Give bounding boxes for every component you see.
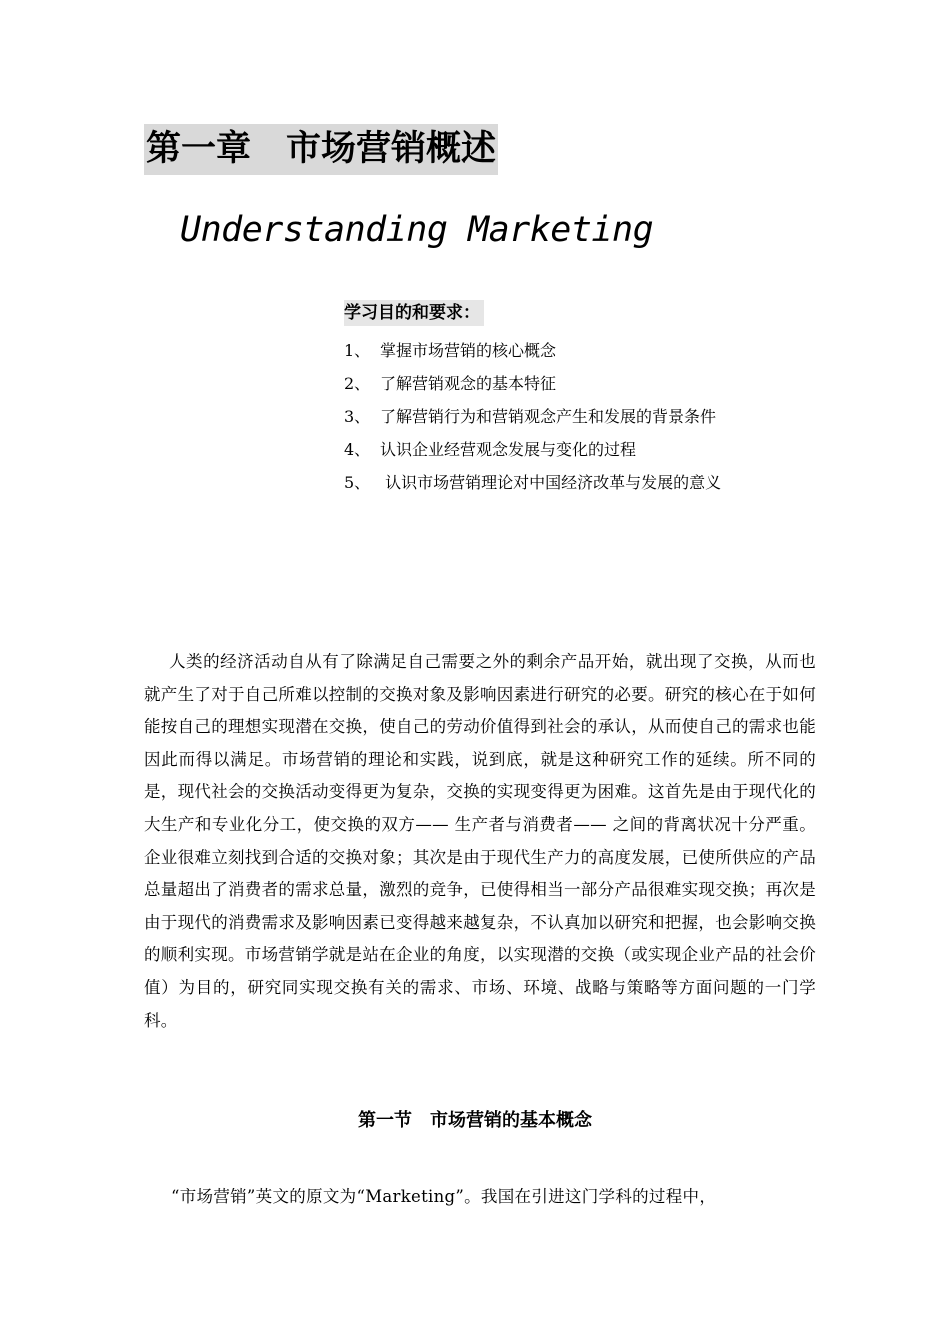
objective-number: 1、: [344, 341, 371, 360]
objectives-list: [344, 334, 721, 499]
objective-item: [344, 400, 721, 433]
chapter-title: 第一章 市场营销概述: [144, 124, 498, 175]
objective-text: 认识企业经营观念发展与变化的过程: [380, 440, 637, 459]
objective-item: [344, 334, 721, 367]
objective-item: [344, 367, 721, 400]
english-subtitle: Understanding Marketing: [180, 210, 654, 250]
objectives-heading: 学习目的和要求：: [344, 300, 484, 326]
objective-text: 认识市场营销理论对中国经济改革与发展的意义: [380, 473, 722, 492]
intro-paragraph: 人类的经济活动自从有了除满足自己需要之外的剩余产品开始，就出现了交换，从而也就产生了对于自己所难以控制的交换对象及影响因素进行研究的必要。研究的核心在于如何能按自己的理想实现潜在交换，使自己的劳动价值得到社会的承认，从而使自己的需求也能因此而得以满足。市场营销的理论和实践，说到底，就是这种研究工作的延续。所不同的是，现代社会的交换活动变得更为复杂，交换的实现变得更为困难。这首先是由于现代化的大生产和专业化分工，使交换的双方—— 生产者与消费者—— 之间的背离状况十分严重。企业很难立刻找到合适的交换对象；其次是由于现代生产力的高度发展，已使所供应的产品总量超出了消费者的需求总量，激烈的竞争，已使得相当一部分产品很难实现交换；再次是由于现代的消费需求及影响因素已变得越来越复杂，不认真加以研究和把握，也会影响交换的顺利实现。市场营销学就是站在企业的角度，以实现潜的交换（或实现企业产品的社会价值）为目的，研究同实现交换有关的需求、市场、环境、战略与策略等方面问题的一门学科。: [144, 652, 816, 1030]
objective-item: [344, 433, 721, 466]
section-paragraph-first-line: “市场营销”英文的原文为“Marketing”。我国在引进这门学科的过程中，: [171, 1187, 717, 1206]
objective-text: 了解营销观念的基本特征: [380, 374, 557, 393]
objective-text: 了解营销行为和营销观念产生和发展的背景条件: [380, 407, 717, 426]
objective-text: 掌握市场营销的核心概念: [380, 341, 557, 360]
objective-number: 2、: [344, 374, 371, 393]
section-heading: 第一节 市场营销的基本概念: [358, 1110, 592, 1131]
objective-number: 3、: [344, 407, 371, 426]
objective-number: 4、: [344, 440, 371, 459]
objective-number: 5、: [344, 473, 371, 492]
objective-item: [344, 466, 721, 499]
